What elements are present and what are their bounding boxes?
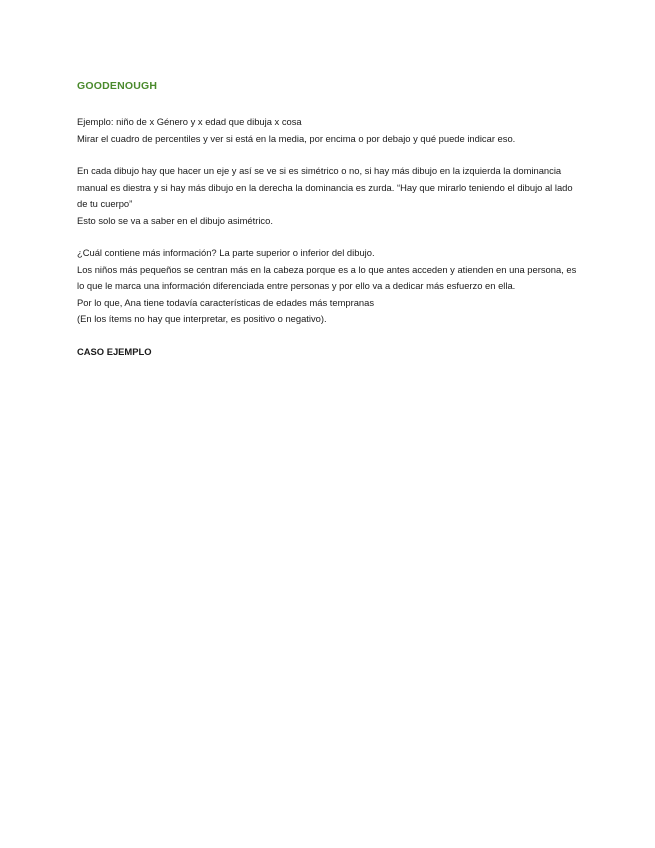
paragraph-information <box>77 245 577 328</box>
document-title: GOODENOUGH <box>77 80 158 92</box>
section-heading: CASO EJEMPLO <box>77 345 152 357</box>
text-line: En cada dibujo hay que hacer un eje y así se ve si es simétrico o no, si hay más dibujo en la izquierda la dominancia manual es diestra y si hay más dibujo en la derecha la dominancia es zurda. “Hay que mirarlo teniendo el dibujo al lado de tu cuerpo” <box>77 165 573 209</box>
paragraph-axis <box>77 163 577 229</box>
text-line: Mirar el cuadro de percentiles y ver si está en la media, por encima o por debajo y qué puede indicar eso. <box>77 132 516 144</box>
text-line: Esto solo se va a saber en el dibujo asimétrico. <box>77 214 273 226</box>
text-line: Ejemplo: niño de x Género y x edad que dibuja x cosa <box>77 116 302 127</box>
text-line: Los niños más pequeños se centran más en la cabeza porque es a lo que antes acceden y atienden en una persona, es lo que le marca una información diferenciada entre personas y por ello va a dedicar más esfuerzo en ella. <box>77 263 577 291</box>
text-line: (En los ítems no hay que interpretar, es positivo o negativo). <box>77 313 327 324</box>
paragraph-example <box>77 114 577 147</box>
document-page <box>77 78 577 360</box>
text-line: Por lo que, Ana tiene todavía características de edades más tempranas <box>77 296 375 308</box>
text-line: ¿Cuál contiene más información? La parte superior o inferior del dibujo. <box>77 247 375 258</box>
